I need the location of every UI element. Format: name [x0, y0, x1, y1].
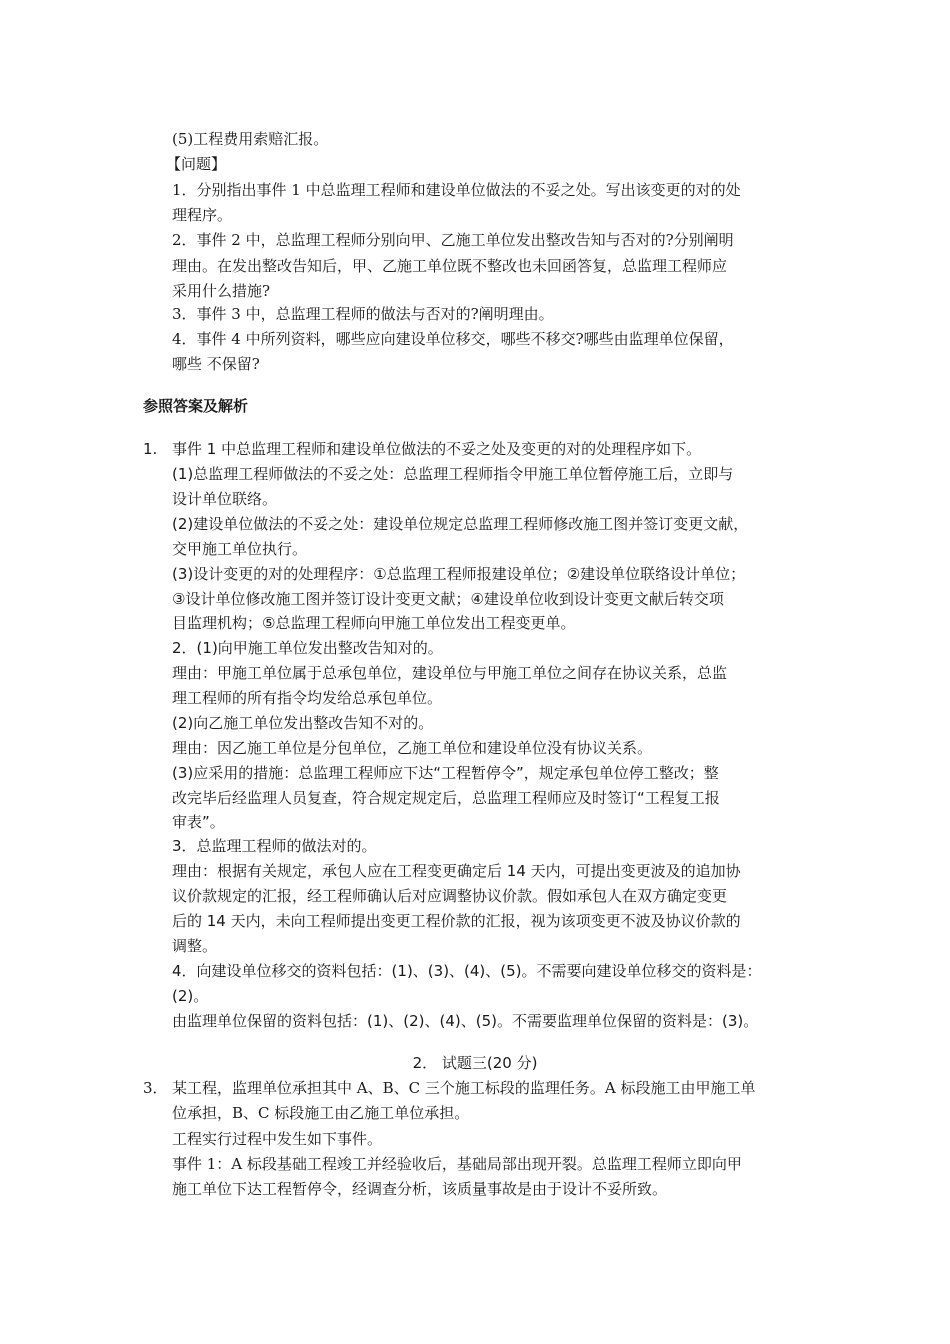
answer-2-point-3-line-3: 审表”。: [172, 813, 225, 831]
question-3-line-1: 3．事件 3 中，总监理工程师的做法与否对的?阐明理由。: [172, 305, 554, 323]
answer-1-number: 1.: [143, 440, 158, 458]
question-2-line-1: 2．事件 2 中，总监理工程师分别向甲、乙施工单位发出整改告知与否对的?分别阐明: [172, 231, 734, 249]
answer-3-reason-line-4: 调整。: [172, 937, 218, 955]
problem-3-line-2: 位承担，B、C 标段施工由乙施工单位承担。: [172, 1104, 470, 1122]
answer-2-point-3-line-1: (3)应采用的措施：总监理工程师应下达“工程暂停令”，规定承包单位停工整改；整: [172, 764, 719, 782]
question-2-line-2: 理由。在发出整改告知后，甲、乙施工单位既不整改也未回函答复，总监理工程师应: [172, 257, 728, 275]
answer-2-reason-1-line-1: 理由：甲施工单位属于总承包单位，建设单位与甲施工单位之间存在协议关系，总监: [172, 664, 728, 682]
problem-3-line-4: 事件 1：A 标段基础工程竣工并经验收后，基础局部出现开裂。总监理工程师立即向甲: [172, 1155, 742, 1173]
problem-3-number: 3．: [143, 1079, 168, 1097]
answer-2-point-2: (2)向乙施工单位发出整改告知不对的。: [172, 714, 434, 732]
answer-3-reason-line-2: 议价款规定的汇报，经工程师确认后对应调整协议价款。假如承包人在双方确定变更: [172, 887, 728, 905]
answer-2-reason-2: 理由：因乙施工单位是分包单位，乙施工单位和建设单位没有协议关系。: [172, 739, 653, 757]
answer-3-reason-line-3: 后的 14 天内，未向工程师提出变更工程价款的汇报，视为该项变更不波及协议价款的: [172, 912, 741, 930]
question-1-line-1: 1．分别指出事件 1 中总监理工程师和建设单位做法的不妥之处。写出该变更的对的处: [172, 181, 741, 199]
answer-1-point-1-line-1: (1)总监理工程师做法的不妥之处：总监理工程师指令甲施工单位暂停施工后，立即与: [172, 465, 734, 483]
answer-4-line-3: 由监理单位保留的资料包括：(1)、(2)、(4)、(5)。不需要监理单位保留的资料是：(3)。: [172, 1012, 759, 1030]
answer-4-line-2: (2)。: [172, 987, 209, 1005]
answer-1-point-1-line-2: 设计单位联络。: [172, 490, 278, 508]
answer-1-point-3-line-3: 目监理机构；⑤总监理工程师向甲施工单位发出工程变更单。: [172, 614, 576, 632]
answer-1-point-3-line-1: (3)设计变更的对的处理程序：①总监理工程师报建设单位；②建设单位联络设计单位；: [172, 565, 746, 583]
problem-3-line-5: 施工单位下达工程暂停令，经调查分析，该质量事故是由于设计不妥所致。: [172, 1180, 668, 1198]
question-4-line-1: 4．事件 4 中所列资料，哪些应向建设单位移交，哪些不移交?哪些由监理单位保留，: [172, 330, 734, 348]
questions-heading: 【问题】: [166, 155, 227, 173]
answer-2-point-3-line-2: 改完毕后经监理人员复查，符合规定规定后，总监理工程师应及时签订“工程复工报: [172, 789, 720, 807]
answer-4-line-1: 4．向建设单位移交的资料包括：(1)、(3)、(4)、(5)。不需要向建设单位移交的资料是：: [172, 962, 762, 980]
answer-1-line-1: 事件 1 中总监理工程师和建设单位做法的不妥之处及变更的对的处理程序如下。: [172, 440, 702, 458]
answer-1-point-2-line-2: 交甲施工单位执行。: [172, 540, 308, 558]
answer-1-point-3-line-2: ③设计单位修改施工图并签订设计变更文献；④建设单位收到设计变更文献后转交项: [172, 590, 724, 608]
question-4-line-2: 哪些 不保留?: [172, 355, 260, 373]
item-5-line: (5)工程费用索赔汇报。: [172, 130, 329, 148]
question-1-line-2: 理程序。: [172, 206, 233, 224]
answer-section-heading: 参照答案及解析: [143, 397, 249, 415]
problem-3-line-1: 某工程，监理单位承担其中 A、B、C 三个施工标段的监理任务。A 标段施工由甲施工单: [172, 1079, 756, 1097]
answer-2-reason-1-line-2: 理工程师的所有指令均发给总承包单位。: [172, 689, 443, 707]
answer-1-point-2-line-1: (2)建设单位做法的不妥之处：建设单位规定总监理工程师修改施工图并签订变更文献，: [172, 515, 749, 533]
answer-3-line-1: 3．总监理工程师的做法对的。: [172, 837, 377, 855]
section-title: 2． 试题三(20 分): [412, 1054, 538, 1072]
answer-3-reason-line-1: 理由：根据有关规定，承包人应在工程变更确定后 14 天内，可提出变更波及的追加协: [172, 862, 741, 880]
problem-3-line-3: 工程实行过程中发生如下事件。: [172, 1130, 383, 1148]
question-2-line-3: 采用什么措施?: [172, 282, 271, 300]
answer-2-line-1: 2．(1)向甲施工单位发出整改告知对的。: [172, 639, 443, 657]
